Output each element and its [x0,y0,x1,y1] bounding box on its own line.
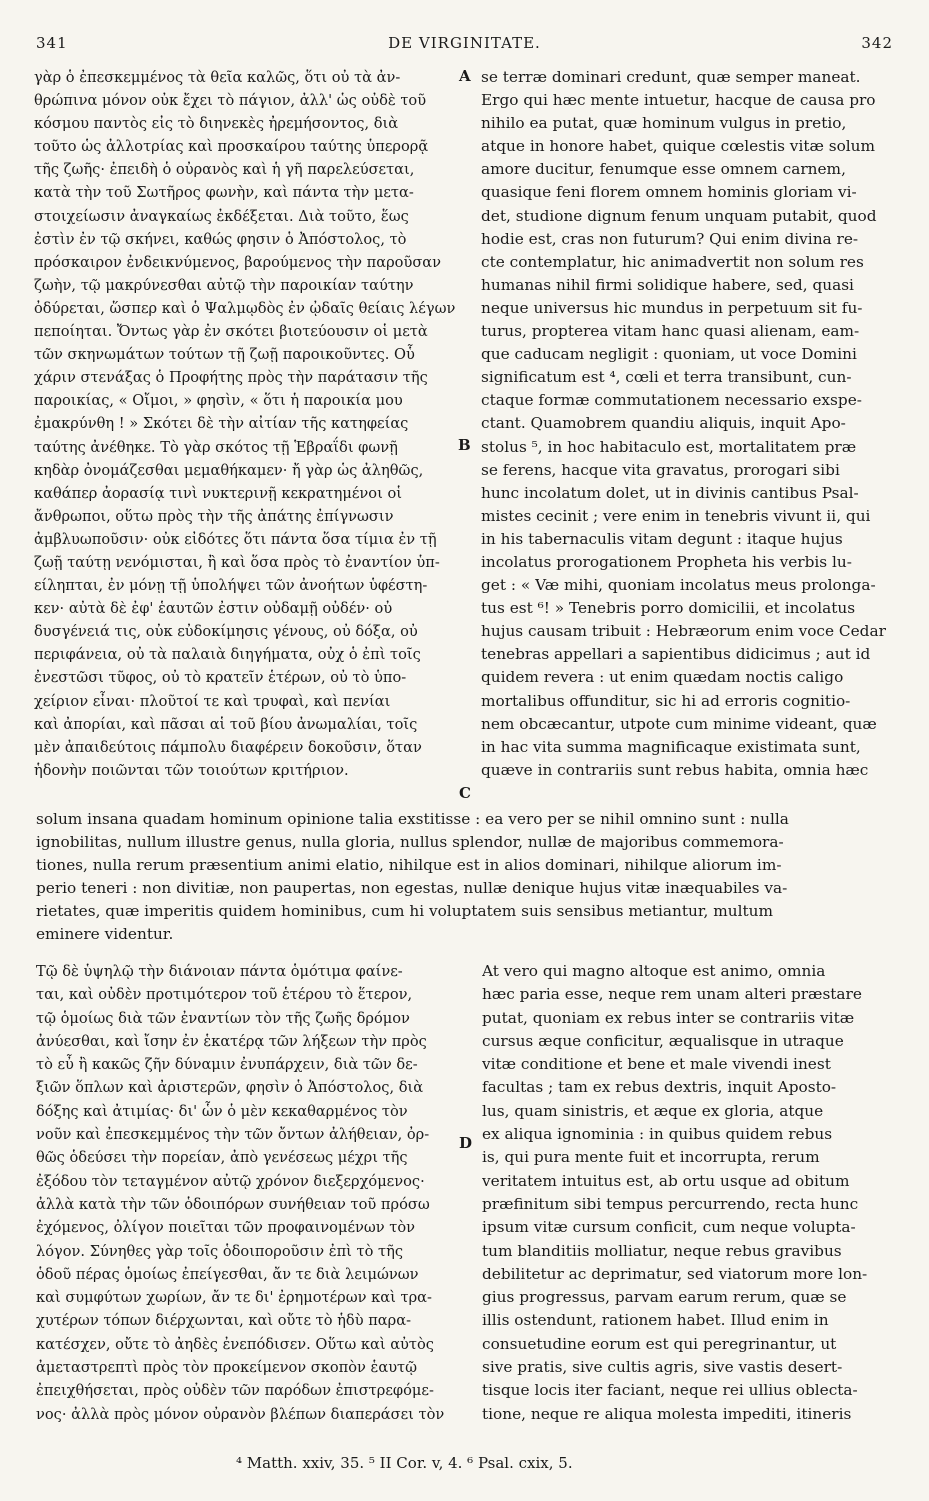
text-line: illis ostendunt, rationem habet. Illud enim in [482,1311,829,1330]
text-line: cursus æque conficitur, æqualisque in utraque [482,1031,844,1050]
text-line: get : « Væ mihi, quoniam incolatus meus prolonga- [481,576,876,595]
text-line: λόγον. Σύνηθες γὰρ τοῖς ὁδοιποροῦσιν ἐπὶ τὸ τῆς [36,1242,404,1260]
text-line: in his tabernaculis vitam degunt : itaque hujus [481,529,843,548]
text-line: κεν· αὐτὰ δὲ ἐφ' ἑαυτῶν ἐστιν οὐδαμῇ οὐδέν· οὐ [34,600,393,618]
text-line: ζωῇ ταύτῃ νενόμισται, ἢ καὶ ὅσα πρὸς τὸ ἐναντίον ὑπ- [34,553,440,571]
text-line: ἐμακρύνθη ! » Σκότει δὲ τὴν αἰτίαν τῆς κατηφείας [34,415,409,433]
text-line: θρώπινα μόνον οὐκ ἔχει τὸ πάγιον, ἀλλ' ὡς οὐδὲ τοῦ [34,92,427,110]
text-line: Ergo qui hæc mente intuetur, hacque de causa pro [481,91,876,110]
text-line: ἐπειχθήσεται, πρὸς οὐδὲν τῶν παρόδων ἐπιστρεφόμε- [36,1382,434,1400]
text-line: ἀμεταστρεπτὶ πρὸς τὸν προκείμενον σκοπὸν ἑαυτῷ [36,1359,418,1377]
text-line: quæve in contrariis sunt rebus habita, omnia hæc [481,760,869,779]
text-line: πεποίηται. Ὄντως γὰρ ἐν σκότει βιοτεύουσιν οἱ μετὰ [34,323,428,341]
text-line: turus, propterea vitam hanc quasi alienam, eam- [481,322,860,341]
text-line: se ferens, hacque vita gravatus, prorogari sibi [481,460,840,479]
text-line: τῆς ζωῆς· ἐπειδὴ ὁ οὐρανὸς καὶ ἡ γῆ παρελεύσεται, [34,161,415,179]
text-line: hujus causam tribuit : Hebræorum enim voce Cedar [481,622,886,641]
text-line: que caducam negligit : quoniam, ut voce Domini [481,345,857,364]
text-line: At vero qui magno altoque est animo, omnia [482,962,826,980]
text-line: ἡδονὴν ποιῶνται τῶν τοιούτων κριτήριον. [34,761,349,779]
greek-column-top [34,66,456,782]
text-line: humanas nihil firmi solidique habere, sed, quasi [481,275,854,294]
text-line: ζωὴν, τῷ μακρύνεσθαι αὐτῷ τὴν παροικίαν ταύτην [34,276,414,294]
text-line: tiones, nulla rerum præsentium animi elatio, nihilque est in alios dominari, nihilque aliorum im- [36,856,782,875]
text-line: tum blanditiis molliatur, neque rebus gravibus [482,1241,842,1260]
text-line: ctant. Quamobrem quandiu aliquis, inquit Apo- [481,414,846,433]
text-line: hodie est, cras non futurum? Qui enim divina re- [481,229,859,248]
text-line: ὁδοῦ πέρας ὁμοίως ἐπείγεσθαι, ἄν τε διὰ λειμώνων [36,1265,419,1283]
text-line: τὸ εὖ ἢ κακῶς ζῆν δύναμιν ἐνυπάρχειν, διὰ τῶν δε- [36,1056,418,1074]
text-line: χείριον εἶναι· πλοῦτοί τε καὶ τρυφαὶ, καὶ πενίαι [34,692,391,710]
text-line: πρόσκαιρον ἐνδεικνύμενος, βαρούμενος τὴν παροῦσαν [34,253,442,271]
text-line: δόξης καὶ ἀτιμίας· δι' ὧν ὁ μὲν κεκαθαρμένος τὸν [36,1102,408,1120]
text-line: incolatus prorogationem Propheta his verbis lu- [481,552,852,571]
page-number-left: 341 [36,34,68,52]
margin-letter-c: C [459,784,471,802]
text-line: mortalibus offunditur, sic hi ad erroris cognitio- [481,691,851,710]
footnotes: ⁴ Matth. xxiv, 35. ⁵ II Cor. v, 4. ⁶ Psal. cxix, 5. [236,1454,573,1472]
text-line: nem obcæcantur, utpote cum minime videant, quæ [481,714,877,733]
text-line: gius progressus, parvam earum rerum, quæ se [482,1288,847,1307]
text-line: consuetudine eorum est qui peregrinantur, ut [482,1334,837,1353]
text-line: ταύτης ἀνέθηκε. Τὸ γὰρ σκότος τῇ Ἑβραΐδι φωνῇ [34,438,398,456]
text-line: ὀδύρεται, ὥσπερ καὶ ὁ Ψαλμῳδὸς ἐν ᾠδαῖς θείαις λέγων [34,299,456,317]
text-line: solum insana quadam hominum opinione talia exstitisse : ea vero per se nihil omnino sunt : nulla [36,810,789,828]
text-line: κατὰ τὴν τοῦ Σωτῆρος φωνὴν, καὶ πάντα τὴν μετα- [34,184,414,202]
text-line: atque in honore habet, quique cœlestis vitæ solum [481,137,876,156]
text-line: perio teneri : non divitiæ, non paupertas, non egestas, nullæ denique hujus vitæ inæquabiles va- [36,879,788,898]
text-line: ται, καὶ οὐδὲν προτιμότερον τοῦ ἑτέρου τὸ ἕτερον, [36,986,413,1004]
text-line: amore ducitur, fenumque esse omnem carnem, [481,160,846,179]
text-line: hunc incolatum dolet, ut in divinis cantibus Psal- [481,483,859,502]
latin-full-width [36,808,896,947]
page-number-right: 342 [861,34,893,52]
text-line: cte contemplatur, hic animadvertit non solum res [481,252,864,271]
text-line: καὶ ἀπορίαι, καὶ πᾶσαι αἱ τοῦ βίου ἀνωμαλίαι, τοῖς [34,715,418,733]
text-line: nihilo ea putat, quæ hominum vulgus in pretio, [481,114,847,133]
text-line: tus est ⁶! » Tenebris porro domicilii, et incolatus [481,599,856,618]
text-line: quasique feni florem omnem hominis gloriam vi- [481,183,857,202]
latin-column-top [481,66,893,782]
text-line: καθάπερ ἀορασίᾳ τινὶ νυκτερινῇ κεκρατημένοι οἱ [34,484,402,502]
text-line: hæc paria esse, neque rem unam alteri præstare [482,985,862,1004]
text-line: sive pratis, sive cultis agris, sive vastis desert- [482,1358,843,1377]
text-line: στοιχείωσιν ἀναγκαίως ἐκδέξεται. Διὰ τοῦτο, ἕως [34,207,409,225]
text-line: ignobilitas, nullum illustre genus, nulla gloria, nullus splendor, nullæ de majoribus commemora- [36,833,784,852]
text-line: ἀλλὰ κατὰ τὴν τῶν ὁδοιπόρων συνήθειαν τοῦ πρόσω [36,1195,430,1213]
text-line: τῷ ὁμοίως διὰ τῶν ἐναντίων τὸν τῆς ζωῆς δρόμον [36,1009,410,1027]
text-line: χυτέρων τόπων διέρχωνται, καὶ οὔτε τὸ ἡδὺ παρα- [36,1312,412,1330]
text-line: is, qui pura mente fuit et incorrupta, rerum [482,1148,820,1167]
text-line: stolus ⁵, in hoc habitaculo est, mortalitatem præ [481,437,857,456]
text-line: ξιῶν ὅπλων καὶ ἀριστερῶν, φησὶν ὁ Ἀπόστολος, διὰ [36,1079,424,1097]
text-line: καὶ συμφύτων χωρίων, ἄν τε δι' ἐρημοτέρων καὶ τρα- [36,1289,432,1307]
latin-column-bottom [482,960,894,1426]
text-line: νος· ἀλλὰ πρὸς μόνον οὐρανὸν βλέπων διαπεράσει τὸν [36,1405,445,1423]
text-line: præfinitum sibi tempus percurrendo, recta hunc [482,1194,859,1213]
text-line: eminere videntur. [36,925,174,944]
text-line: κηδὰρ ὀνομάζεσθαι μεμαθήκαμεν· ἤ γὰρ ὡς ἀληθῶς, [34,461,424,479]
text-line: μὲν ἀπαιδεύτοις πάμπολυ διαφέρειν δοκοῦσιν, ὅταν [34,738,422,756]
text-line: ἀνύεσθαι, καὶ ἴσην ἐν ἑκατέρᾳ τῶν λήξεων τὴν πρὸς [36,1032,427,1050]
text-line: θῶς ὁδεύσει τὴν πορείαν, ἀπὸ γενέσεως μέχρι τῆς [36,1149,408,1167]
text-line: in hac vita summa magnificaque existimata sunt, [481,737,861,756]
text-line: κατέσχεν, οὔτε τὸ ἀηδὲς ἐνεπόδισεν. Οὕτω καὶ αὐτὸς [36,1335,434,1353]
text-line: veritatem intuitus est, ab ortu usque ad obitum [482,1171,850,1190]
text-line: debilitetur ac deprimatur, sed viatorum more lon- [482,1264,868,1283]
text-line: ctaque formæ commutationem necessario exspe- [481,391,862,410]
text-line: ἄνθρωποι, οὕτω πρὸς τὴν τῆς ἀπάτης ἐπίγνωσιν [34,507,394,525]
margin-letter-d: D [459,1134,473,1152]
text-line: mistes cecinit ; vere enim in tenebris vivunt ii, qui [481,506,871,525]
text-line: ipsum vitæ cursum conficit, cum neque volupta- [482,1218,856,1237]
text-line: ἐστὶν ἐν τῷ σκήνει, καθώς φησιν ὁ Ἀπόστολος, τὸ [34,230,407,248]
text-line: tione, neque re aliqua molesta impediti, itineris [482,1404,852,1423]
text-line: ex aliqua ignominia : in quibus quidem rebus [482,1125,833,1144]
text-line: tisque locis iter faciant, neque rei ullius oblecta- [482,1381,858,1400]
text-line: neque universus hic mundus in perpetuum sit fu- [481,298,863,317]
text-line: vitæ conditione et bene et male vivendi inest [482,1055,831,1074]
text-line: tenebras appellari a sapientibus didicimus ; aut id [481,645,871,664]
margin-letter-a: A [459,67,471,85]
text-line: Τῷ δὲ ὑψηλῷ τὴν διάνοιαν πάντα ὁμότιμα φαίνε- [36,963,403,980]
text-line: τῶν σκηνωμάτων τούτων τῇ ζωῇ παροικοῦντες. Οὗ [34,346,415,364]
margin-letter-b: B [458,436,471,454]
text-line: είληπται, ἐν μόνῃ τῇ ὑπολήψει τῶν ἀνοήτων ὑφέστη- [34,577,428,595]
text-line: παροικίας, « Οἴμοι, » φησὶν, « ὅτι ἡ παροικία μου [34,392,403,410]
text-line: significatum est ⁴, cœli et terra transibunt, cun- [481,368,852,387]
text-line: lus, quam sinistris, et æque ex gloria, atque [482,1101,824,1120]
text-line: ἐνεστῶσι τῦφος, οὐ τὸ κρατεῖν ἑτέρων, οὐ τὸ ὑπο- [34,669,407,687]
text-line: facultas ; tam ex rebus dextris, inquit Aposto- [482,1078,837,1097]
text-line: det, studione dignum fenum unquam putabit, quod [481,206,877,225]
text-line: τοῦτο ὡς ἀλλοτρίας καὶ προσκαίρου ταύτης ὑπερορᾷ [34,138,429,156]
text-line: quidem revera : ut enim quædam noctis caligo [481,668,844,687]
text-line: ἀμβλυωποῦσιν· οὐκ εἰδότες ὅτι πάντα ὅσα τίμια ἐν τῇ [34,530,437,548]
greek-column-bottom [36,960,456,1426]
text-line: ἐξόδου τὸν τεταγμένον αὐτῷ χρόνον διεξερχόμενος· [36,1172,425,1190]
text-line: γὰρ ὁ ἐπεσκεμμένος τὰ θεῖα καλῶς, ὅτι οὐ τὰ ἀν- [34,69,401,86]
text-line: rietates, quæ imperitis quidem hominibus, cum hi voluptatem suis sensibus metiantur, multum [36,902,774,921]
text-line: περιφάνεια, οὐ τὰ παλαιὰ διηγήματα, οὐχ ὁ ἐπὶ τοῖς [34,646,421,664]
text-line: se terræ dominari credunt, quæ semper maneat. [481,68,861,86]
text-line: ἐχόμενος, ὀλίγον ποιεῖται τῶν προφαινομένων τὸν [36,1219,416,1237]
text-line: κόσμου παντὸς εἰς τὸ διηνεκὲς ἠρεμήσοντος, διὰ [34,115,399,133]
text-line: νοῦν καὶ ἐπεσκεμμένος τὴν τῶν ὄντων ἀλήθειαν, ὀρ- [36,1126,430,1144]
text-line: putat, quoniam ex rebus inter se contrariis vitæ [482,1008,855,1027]
text-line: χάριν στενάξας ὁ Προφήτης πρὸς τὴν παράτασιν τῆς [34,369,428,387]
running-title: DE VIRGINITATE. [388,34,541,52]
text-line: δυσγένειά τις, οὐκ εὐδοκίμησις γένους, οὐ δόξα, οὐ [34,623,418,641]
